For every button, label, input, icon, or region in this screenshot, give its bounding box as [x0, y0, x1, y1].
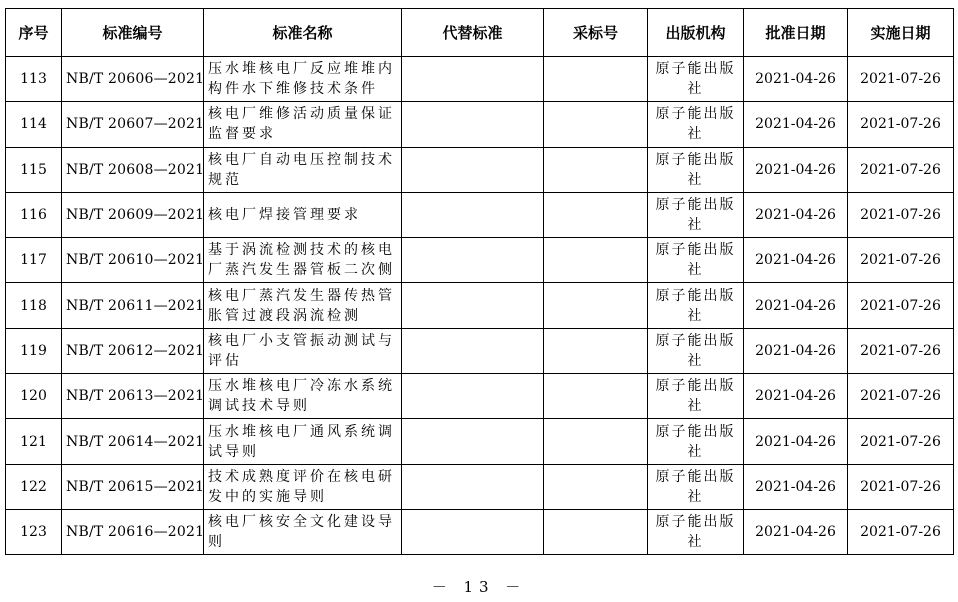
table-row [6, 464, 954, 509]
cell-replaced [402, 374, 544, 419]
header-publisher: 出版机构 [648, 9, 744, 57]
cell-name: 核电厂自动电压控制技术规范 [204, 147, 402, 192]
cell-publisher: 原子能出版社 [648, 57, 744, 102]
header-name: 标准名称 [204, 9, 402, 57]
header-approve-date: 批准日期 [744, 9, 848, 57]
cell-name: 基于涡流检测技术的核电厂蒸汽发生器管板二次侧 [204, 238, 402, 283]
cell-seq: 122 [6, 464, 62, 509]
cell-replaced [402, 102, 544, 147]
cell-publisher: 原子能出版社 [648, 283, 744, 328]
header-seq: 序号 [6, 9, 62, 57]
cell-seq: 123 [6, 509, 62, 554]
cell-effective-date: 2021-07-26 [848, 238, 954, 283]
cell-replaced [402, 192, 544, 237]
cell-effective-date: 2021-07-26 [848, 509, 954, 554]
cell-approve-date: 2021-04-26 [744, 102, 848, 147]
cell-effective-date: 2021-07-26 [848, 192, 954, 237]
header-adopted: 采标号 [544, 9, 648, 57]
cell-approve-date: 2021-04-26 [744, 328, 848, 373]
table-row [6, 328, 954, 373]
cell-approve-date: 2021-04-26 [744, 419, 848, 464]
cell-replaced [402, 283, 544, 328]
cell-adopted [544, 238, 648, 283]
cell-seq: 119 [6, 328, 62, 373]
cell-code: NB/T 20606—2021 [62, 57, 204, 102]
cell-code: NB/T 20611—2021 [62, 283, 204, 328]
cell-adopted [544, 57, 648, 102]
cell-seq: 114 [6, 102, 62, 147]
cell-code: NB/T 20610—2021 [62, 238, 204, 283]
cell-code: NB/T 20607—2021 [62, 102, 204, 147]
cell-seq: 121 [6, 419, 62, 464]
cell-adopted [544, 419, 648, 464]
cell-publisher: 原子能出版社 [648, 328, 744, 373]
cell-name: 核电厂核安全文化建设导则 [204, 509, 402, 554]
cell-seq: 116 [6, 192, 62, 237]
cell-approve-date: 2021-04-26 [744, 192, 848, 237]
cell-publisher: 原子能出版社 [648, 374, 744, 419]
cell-effective-date: 2021-07-26 [848, 374, 954, 419]
table-row [6, 192, 954, 237]
header-effective-date: 实施日期 [848, 9, 954, 57]
cell-effective-date: 2021-07-26 [848, 328, 954, 373]
cell-code: NB/T 20616—2021 [62, 509, 204, 554]
cell-approve-date: 2021-04-26 [744, 509, 848, 554]
cell-code: NB/T 20609—2021 [62, 192, 204, 237]
header-replaced: 代替标准 [402, 9, 544, 57]
cell-approve-date: 2021-04-26 [744, 238, 848, 283]
table-row [6, 147, 954, 192]
cell-seq: 117 [6, 238, 62, 283]
table-row [6, 509, 954, 554]
cell-effective-date: 2021-07-26 [848, 147, 954, 192]
cell-seq: 120 [6, 374, 62, 419]
cell-publisher: 原子能出版社 [648, 464, 744, 509]
cell-adopted [544, 328, 648, 373]
cell-name: 压水堆核电厂反应堆堆内构件水下维修技术条件 [204, 57, 402, 102]
cell-code: NB/T 20614—2021 [62, 419, 204, 464]
header-code: 标准编号 [62, 9, 204, 57]
cell-replaced [402, 509, 544, 554]
cell-approve-date: 2021-04-26 [744, 464, 848, 509]
cell-publisher: 原子能出版社 [648, 419, 744, 464]
cell-replaced [402, 57, 544, 102]
cell-code: NB/T 20608—2021 [62, 147, 204, 192]
cell-name: 压水堆核电厂冷冻水系统调试技术导则 [204, 374, 402, 419]
cell-adopted [544, 374, 648, 419]
cell-code: NB/T 20612—2021 [62, 328, 204, 373]
cell-name: 核电厂小支管振动测试与评估 [204, 328, 402, 373]
cell-seq: 118 [6, 283, 62, 328]
cell-publisher: 原子能出版社 [648, 147, 744, 192]
cell-name: 核电厂焊接管理要求 [204, 192, 402, 237]
table-row [6, 374, 954, 419]
cell-replaced [402, 419, 544, 464]
cell-effective-date: 2021-07-26 [848, 419, 954, 464]
cell-publisher: 原子能出版社 [648, 192, 744, 237]
cell-effective-date: 2021-07-26 [848, 283, 954, 328]
cell-replaced [402, 238, 544, 283]
header-row [6, 9, 954, 57]
cell-name: 核电厂维修活动质量保证监督要求 [204, 102, 402, 147]
cell-approve-date: 2021-04-26 [744, 283, 848, 328]
table-row [6, 419, 954, 464]
cell-replaced [402, 464, 544, 509]
cell-effective-date: 2021-07-26 [848, 102, 954, 147]
table-row [6, 283, 954, 328]
cell-adopted [544, 283, 648, 328]
cell-adopted [544, 464, 648, 509]
table-row [6, 57, 954, 102]
standards-table [5, 8, 954, 555]
cell-replaced [402, 328, 544, 373]
page-number: － 13 － [431, 578, 527, 596]
cell-approve-date: 2021-04-26 [744, 57, 848, 102]
table-row [6, 102, 954, 147]
cell-effective-date: 2021-07-26 [848, 57, 954, 102]
cell-publisher: 原子能出版社 [648, 509, 744, 554]
cell-code: NB/T 20615—2021 [62, 464, 204, 509]
cell-name: 技术成熟度评价在核电研发中的实施导则 [204, 464, 402, 509]
cell-replaced [402, 147, 544, 192]
cell-publisher: 原子能出版社 [648, 238, 744, 283]
cell-adopted [544, 147, 648, 192]
cell-effective-date: 2021-07-26 [848, 464, 954, 509]
table-row [6, 238, 954, 283]
cell-adopted [544, 192, 648, 237]
cell-approve-date: 2021-04-26 [744, 374, 848, 419]
cell-name: 压水堆核电厂通风系统调试导则 [204, 419, 402, 464]
cell-code: NB/T 20613—2021 [62, 374, 204, 419]
cell-adopted [544, 509, 648, 554]
cell-approve-date: 2021-04-26 [744, 147, 848, 192]
cell-seq: 115 [6, 147, 62, 192]
cell-publisher: 原子能出版社 [648, 102, 744, 147]
cell-adopted [544, 102, 648, 147]
cell-name: 核电厂蒸汽发生器传热管胀管过渡段涡流检测 [204, 283, 402, 328]
cell-seq: 113 [6, 57, 62, 102]
